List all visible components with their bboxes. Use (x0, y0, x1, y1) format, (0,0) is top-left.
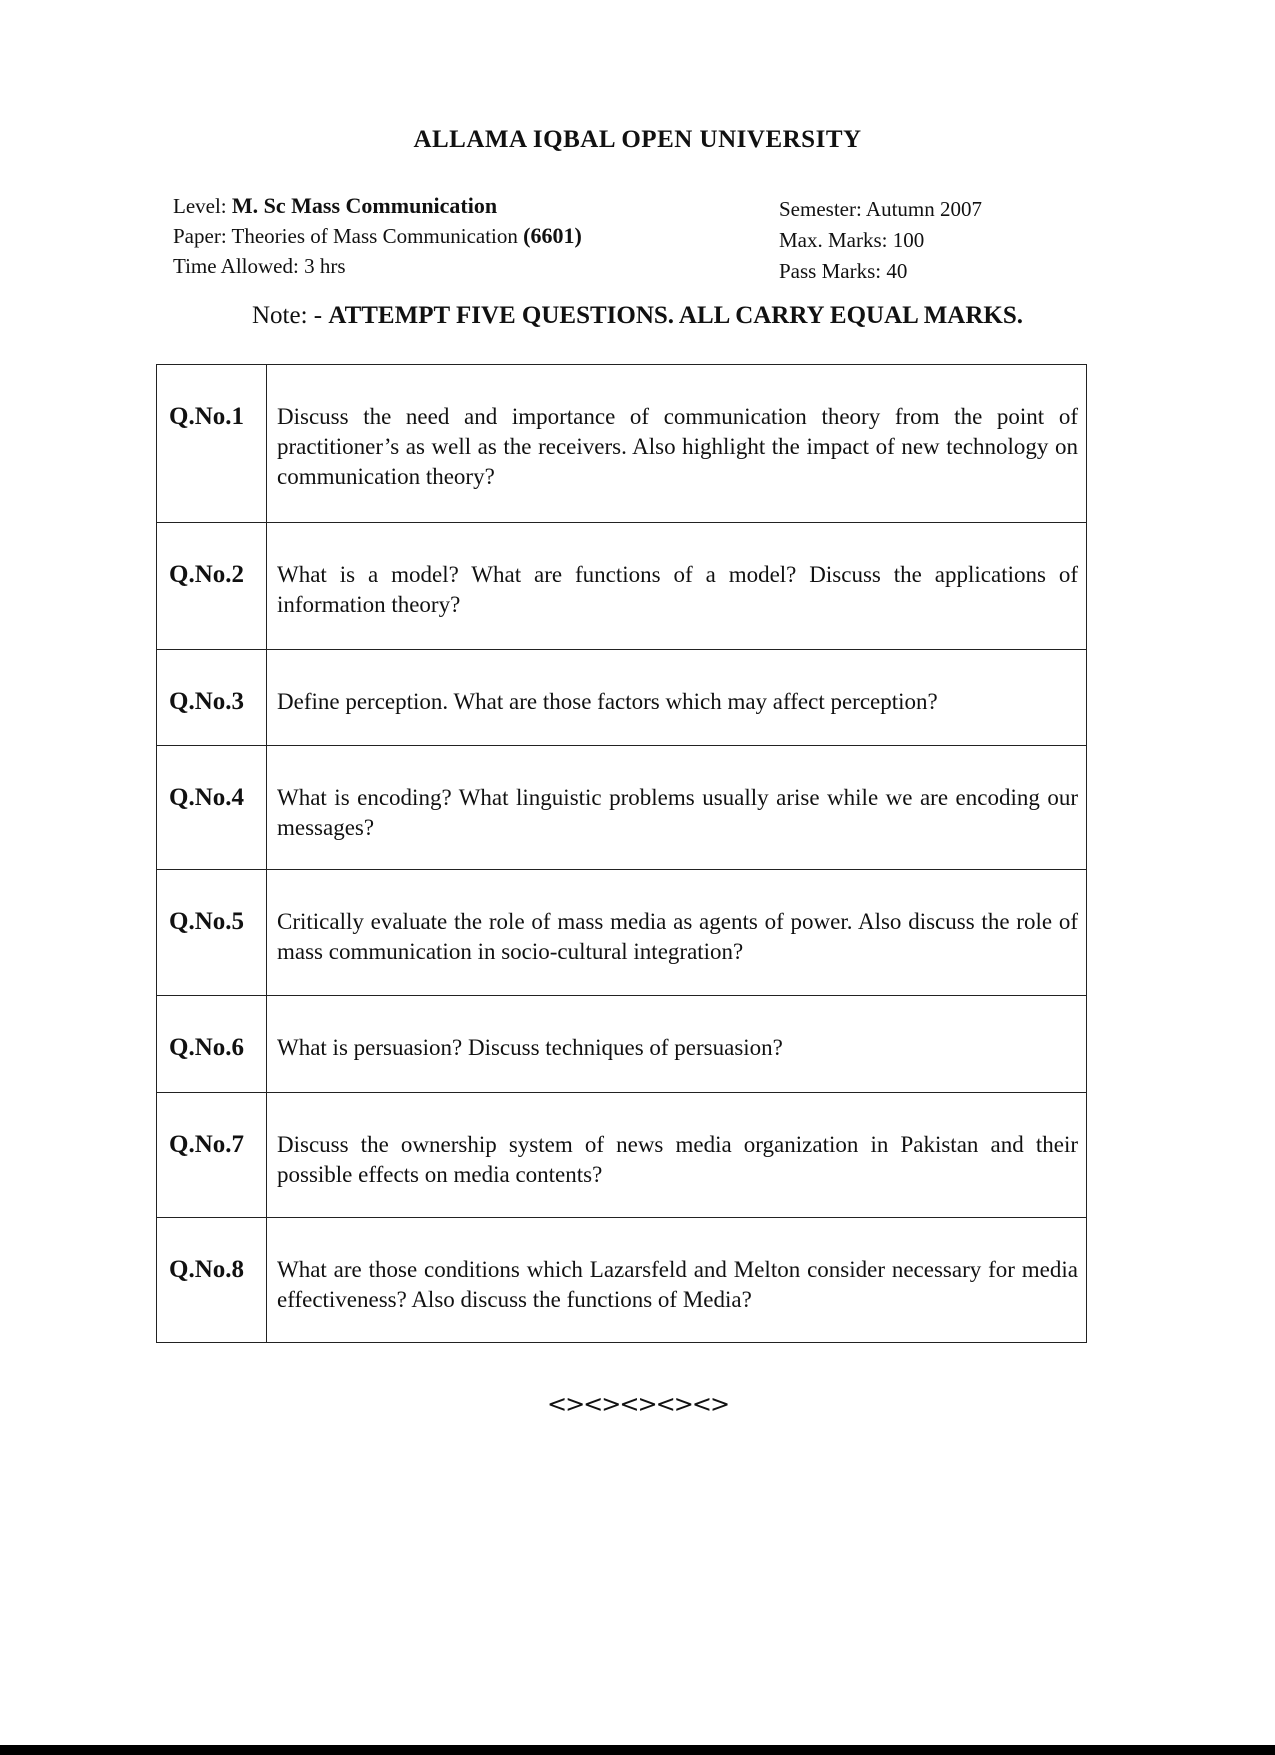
question-number: Q.No.5 (157, 870, 267, 996)
question-number: Q.No.4 (157, 746, 267, 870)
question-number: Q.No.7 (157, 1093, 267, 1218)
question-text: What is encoding? What linguistic problems usually arise while we are encoding our messages? (267, 746, 1087, 870)
question-number: Q.No.1 (157, 365, 267, 523)
question-text: What is persuasion? Discuss techniques of persuasion? (267, 996, 1087, 1093)
questions-table (156, 364, 1087, 1343)
question-text: Define perception. What are those factors which may affect perception? (267, 650, 1087, 746)
question-number: Q.No.2 (157, 523, 267, 650)
end-ornament: <><><><><> (546, 1390, 729, 1418)
table-row (157, 365, 1087, 523)
question-text: Discuss the need and importance of communication theory from the point of practitioner’s as well as the receivers. Also highlight the impact of new technology on communication theory? (267, 365, 1087, 523)
scan-edge-bar (0, 1745, 1275, 1755)
paper-code: (6601) (523, 223, 582, 248)
level-label: Level: (173, 194, 227, 218)
question-number: Q.No.3 (157, 650, 267, 746)
table-row (157, 870, 1087, 996)
pass-marks: Pass Marks: 40 (779, 259, 908, 283)
time-allowed: Time Allowed: 3 hrs (173, 254, 346, 278)
question-text: Critically evaluate the role of mass media as agents of power. Also discuss the role of mass communication in socio-cultural integration? (267, 870, 1087, 996)
level-line (173, 191, 582, 221)
exam-meta-left (173, 191, 582, 281)
table-row (157, 650, 1087, 746)
question-number: Q.No.8 (157, 1218, 267, 1343)
max-marks: Max. Marks: 100 (779, 228, 925, 252)
table-row (157, 996, 1087, 1093)
table-row (157, 1093, 1087, 1218)
table-row (157, 746, 1087, 870)
question-text: What is a model? What are functions of a model? Discuss the applications of information theory? (267, 523, 1087, 650)
paper-line (173, 221, 582, 251)
university-title: ALLAMA IQBAL OPEN UNIVERSITY (413, 126, 862, 153)
paper-label: Paper: Theories of Mass Communication (173, 224, 518, 248)
question-number: Q.No.6 (157, 996, 267, 1093)
note-label: Note: - (252, 302, 323, 329)
level-value: M. Sc Mass Communication (231, 193, 498, 218)
exam-meta-right (779, 194, 982, 287)
question-text: Discuss the ownership system of news media organization in Pakistan and their possible effects on media contents? (267, 1093, 1087, 1218)
table-row (157, 1218, 1087, 1343)
table-row (157, 523, 1087, 650)
instructions-note (0, 302, 1275, 330)
semester: Semester: Autumn 2007 (779, 197, 982, 221)
note-text: ATTEMPT FIVE QUESTIONS. ALL CARRY EQUAL MARKS. (328, 302, 1023, 329)
question-text: What are those conditions which Lazarsfeld and Melton consider necessary for media effectiveness? Also discuss the functions of Media? (267, 1218, 1087, 1343)
